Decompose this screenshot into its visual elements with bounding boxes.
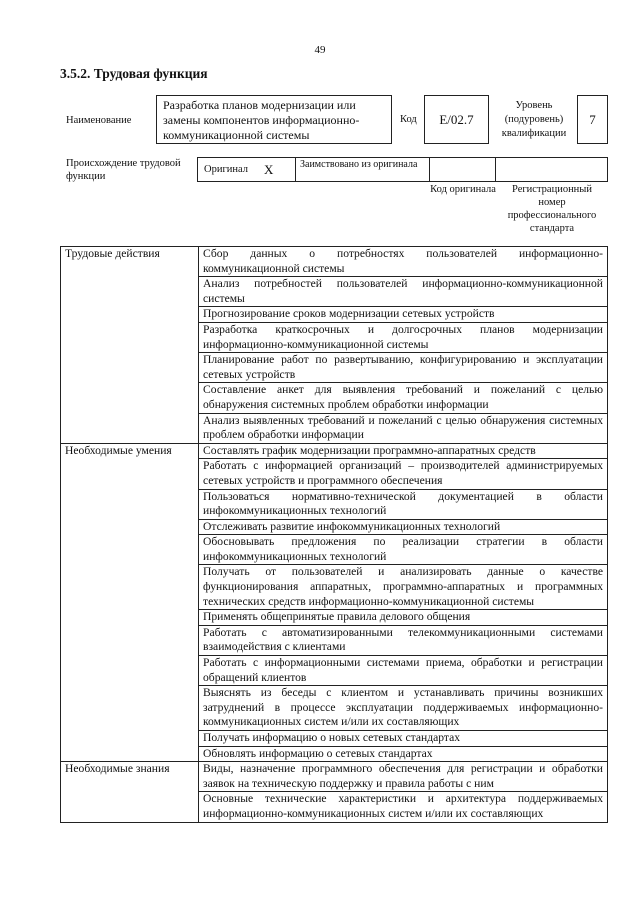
section-item (199, 277, 608, 307)
section-item (199, 459, 608, 489)
table-row (61, 762, 608, 792)
section-item (199, 247, 608, 277)
section-item (199, 565, 608, 610)
section-item-text: Сбор данных о потребностях пользователей информационно-коммуникационной системы (203, 247, 603, 275)
section-item (199, 656, 608, 686)
original-mark: X (264, 161, 274, 177)
section-item (199, 489, 608, 519)
section-item-text: Виды, назначение программного обеспечения для регистрации и обработки заявок на техническую поддержку и правила работы с ним (203, 762, 603, 790)
origin-label: Происхождение трудовой функции (66, 158, 181, 182)
section-heading: Необходимые умения (61, 443, 199, 761)
level-value-box: 7 (577, 95, 608, 144)
section-item-text: Обновлять информацию о сетевых стандартах (203, 746, 433, 760)
section-item-text: Получать информацию о новых сетевых стандартах (203, 731, 461, 744)
section-item (199, 625, 608, 655)
section-item-text: Отслеживать развитие инфокоммуникационных технологий (203, 519, 501, 533)
section-item-text: Основные технические характеристики и архитектура поддерживаемых информационно-коммуникационных систем и/или их составляющих (203, 792, 603, 820)
section-item-text: Применять общепринятые правила делового общения (203, 610, 471, 624)
section-item (199, 686, 608, 731)
function-details-table (60, 246, 608, 823)
code-original-label: Код оригинала (430, 184, 496, 195)
section-item-text: Получать от пользователей и анализировать данные о качестве функционирования аппаратных, программно-аппаратных и программных технических средств информационно-коммуникационной системы (203, 565, 603, 608)
section-item (199, 413, 608, 443)
section-item-text: Анализ потребностей пользователей информационно-коммуникационной системы (203, 277, 603, 305)
section-item (199, 519, 608, 535)
table-row (61, 247, 608, 277)
section-item-text: Работать с автоматизированными телекоммуникационными системами взаимодействия с клиентами (203, 625, 603, 654)
section-title: 3.5.2. Трудовая функция (60, 66, 208, 81)
section-item (199, 322, 608, 352)
section-item-text: Составлять график модернизации программно-аппаратных средств (203, 443, 536, 457)
level-label: Уровень (подуровень) квалификации (501, 100, 567, 139)
borrowed-label: Заимствовано из оригинала (296, 158, 430, 181)
reg-number-cell (496, 158, 607, 181)
name-label: Наименование (66, 115, 132, 126)
table-row (61, 443, 608, 459)
section-item-text: Работать с информацией организаций – производителей администрируемых сетевых устройств и программного обеспечения (203, 459, 603, 487)
section-item (199, 535, 608, 565)
reg-number-label: Регистрационный номер профессионального стандарта (507, 184, 597, 234)
section-item-text: Составление анкет для выявления требований и пожеланий с целью обнаружения системных проблем обработки информации (203, 383, 603, 411)
function-code-box: E/02.7 (424, 95, 489, 144)
section-item (199, 443, 608, 459)
section-item (199, 731, 608, 747)
section-item-text: Пользоваться нормативно-технической документацией в области инфокоммуникационных технологий (203, 489, 603, 518)
section-heading: Трудовые действия (61, 247, 199, 444)
origin-original-cell (198, 158, 296, 181)
section-item-text: Планирование работ по развертыванию, конфигурированию и эксплуатации сетевых устройств (203, 353, 603, 381)
section-item (199, 383, 608, 413)
code-original-cell (430, 158, 496, 181)
section-item (199, 610, 608, 626)
page-number: 49 (314, 44, 326, 56)
section-item-text: Работать с информационными системами приема, обработки и регистрации обращений клиентов (203, 656, 603, 684)
origin-table (197, 157, 608, 182)
section-item-text: Обосновывать предложения по реализации стратегии в области инфокоммуникационных технологий (203, 535, 603, 563)
section-item (199, 307, 608, 323)
section-item (199, 762, 608, 792)
function-name-box: Разработка планов модернизации или замены компонентов информационно-коммуникационной системы (156, 95, 392, 144)
section-item (199, 353, 608, 383)
section-item-text: Выяснять из беседы с клиентом и устанавливать причины возникших затруднений в процессе эксплуатации поддерживаемых информационно-коммуникационных систем и/или их составляющих (203, 686, 603, 729)
section-item-text: Прогнозирование сроков модернизации сетевых устройств (203, 307, 495, 321)
section-heading: Необходимые знания (61, 762, 199, 822)
code-label: Код (400, 114, 417, 125)
section-item (199, 792, 608, 822)
section-item-text: Разработка краткосрочных и долгосрочных планов модернизации информационно-коммуникационной системы (203, 322, 603, 351)
section-item (199, 746, 608, 762)
original-label: Оригинал (204, 164, 248, 175)
section-item-text: Анализ выявленных требований и пожеланий с целью обнаружения системных проблем обработки информации (203, 413, 603, 442)
